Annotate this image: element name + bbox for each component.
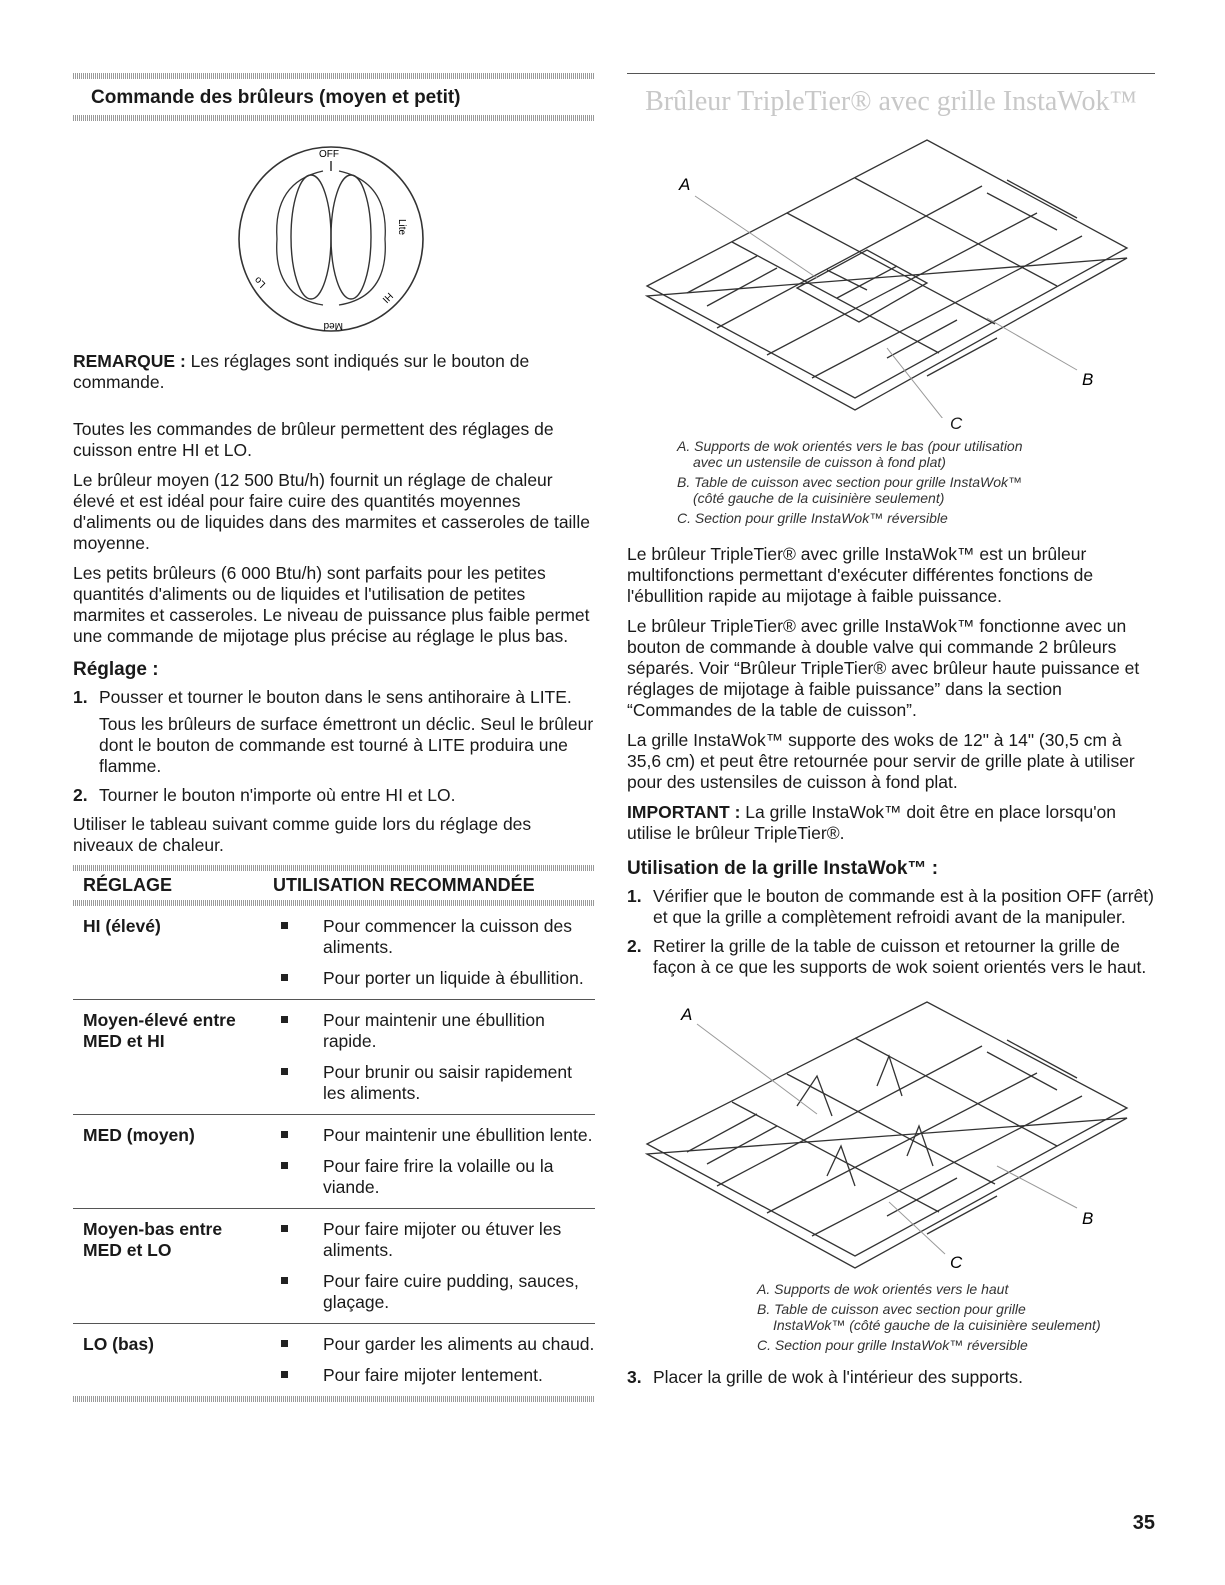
fig2-captions [627, 1281, 1155, 1353]
table-header-row [73, 871, 595, 900]
instawok-step-3-list [627, 1367, 1155, 1388]
setting-step-1-detail: Tous les brûleurs de surface émettront un déclic. Seul le brûleur dont le bouton de commande est tourné à LITE produira une flamme. [99, 714, 594, 776]
note-label: REMARQUE : [73, 351, 186, 371]
table-row [73, 906, 595, 1000]
use-item: Pour maintenir une ébullition lente. [273, 1125, 595, 1146]
use-item: Pour faire cuire pudding, sauces, glaçage. [273, 1271, 595, 1313]
left-para-3: Les petits brûleurs (6 000 Btu/h) sont parfaits pour les petites quantités d'aliments ou de liquides et l'utilisation de petites marmites et casseroles. Le niveau de puissance plus faible permet une commande de mijotage plus précise au réglage le plus bas. [73, 563, 590, 646]
use-item: Pour faire frire la volaille ou la viande. [273, 1156, 595, 1198]
header-usage: UTILISATION RECOMMANDÉE [273, 875, 535, 895]
level-cell: Moyen-bas entre MED et LO [83, 1219, 223, 1260]
instawok-step-1: 1. Vérifier que le bouton de commande est à la position OFF (arrêt) et que la grille a complètement refroidi avant de la manipuler. [627, 886, 1154, 927]
use-item: Pour brunir ou saisir rapidement les aliments. [273, 1062, 595, 1104]
important-paragraph: IMPORTANT : La grille InstaWok™ doit être en place lorsqu'on utilise le brûleur TripleTier®. [627, 802, 1117, 843]
burner-control-title: Commande des brûleurs (moyen et petit) [91, 87, 461, 108]
fig2-label-b: B [1082, 1209, 1094, 1228]
important-label: IMPORTANT : [627, 802, 741, 822]
table-bottom-hatch [73, 1396, 595, 1402]
use-item: Pour garder les aliments au chaud. [273, 1334, 595, 1355]
right-para-2: Le brûleur TripleTier® avec grille InstaWok™ fonctionne avec un bouton de commande à double valve qui commande 2 brûleurs séparés. Voir “Brûleur TripleTier® avec brûleur haute puissance et réglages de mijotage à faible puissance” dans la section “Commandes de la table de cuisson”. [627, 616, 1140, 720]
left-para-1: Toutes les commandes de brûleur permettent des réglages de cuisson entre HI et LO. [73, 419, 554, 460]
use-item: Pour faire mijoter ou étuver les aliments. [273, 1219, 595, 1261]
fig1-captions [627, 438, 1155, 526]
left-column [73, 0, 595, 1402]
knob-label-med: Med [323, 320, 343, 331]
table-row [73, 1115, 595, 1209]
note-paragraph [73, 351, 595, 393]
right-para-1: Le brûleur TripleTier® avec grille InstaWok™ est un brûleur multifonctions permettant d'exécuter différentes fonctions de l'ébullition rapide au mijotage à faible puissance. [627, 544, 1094, 606]
table-intro: Utiliser le tableau suivant comme guide lors du réglage des niveaux de chaleur. [73, 814, 532, 855]
right-column [627, 0, 1155, 1396]
knob-label-off: OFF [319, 149, 339, 160]
use-item: Pour porter un liquide à ébullition. [273, 968, 595, 989]
fig2-label-a: A [681, 1005, 693, 1024]
knob-label-hi: HI [379, 289, 395, 305]
right-top-rule [627, 73, 1155, 74]
wok-grate-up-illustration [627, 986, 1155, 1271]
setting-step-1: 1. Pousser et tourner le bouton dans le sens antihoraire à LITE. Tous les brûleurs de surface émettront un déclic. Seul le brûleur dont le bouton de commande est tourné à LITE produira une flamme. [73, 687, 594, 776]
tripletier-title: Brûleur TripleTier® avec grille InstaWok™ [645, 86, 1137, 117]
table-row [73, 1209, 595, 1324]
fig1-label-c: C [950, 414, 963, 433]
note-text: Les réglages sont indiqués sur le bouton de commande. [73, 351, 530, 392]
left-para-2: Le brûleur moyen (12 500 Btu/h) fournit un réglage de chaleur élevé et est idéal pour faire cuire des quantités moyennes d'aliments ou de liquides dans des marmites et casseroles de taille moyenne. [73, 470, 590, 553]
wok-grate-down-illustration [627, 118, 1155, 418]
table-row [73, 1000, 595, 1115]
page-number: 35 [1132, 1512, 1155, 1534]
level-cell: LO (bas) [83, 1334, 154, 1354]
title-hatch-rule [73, 115, 595, 121]
instawok-use-heading: Utilisation de la grille InstaWok™ : [627, 858, 939, 879]
instawok-step-3: 3. Placer la grille de wok à l'intérieur des supports. [627, 1367, 1024, 1387]
fig2-label-c: C [950, 1253, 963, 1271]
instawok-steps [627, 886, 1155, 978]
fig1-caption-b: B. Table de cuisson avec section pour grille InstaWok™ (côté gauche de la cuisinière seulement) [677, 474, 1022, 506]
use-item: Pour commencer la cuisson des aliments. [273, 916, 595, 958]
fig1-caption-a: A. Supports de wok orientés vers le bas (pour utilisation avec un ustensile de cuisson à fond plat) [677, 438, 1023, 470]
fig2-caption-b: B. Table de cuisson avec section pour grille InstaWok™ (côté gauche de la cuisinière seulement) [757, 1301, 1101, 1333]
fig1-label-b: B [1082, 370, 1094, 389]
table-row [73, 1324, 595, 1397]
fig2-caption-a: A. Supports de wok orientés vers le haut [757, 1281, 1009, 1297]
header-setting: RÉGLAGE [83, 875, 173, 895]
setting-steps [73, 687, 595, 806]
setting-step-2: 2. Tourner le bouton n'importe où entre HI et LO. [73, 785, 456, 805]
knob-label-lo: Lo [252, 274, 269, 290]
use-item: Pour faire mijoter lentement. [273, 1365, 595, 1386]
setting-heading: Réglage : [73, 659, 159, 680]
level-cell: Moyen-élevé entre MED et HI [83, 1010, 236, 1051]
level-cell: MED (moyen) [83, 1125, 195, 1145]
level-cell: HI (élevé) [83, 916, 161, 936]
knob-label-lite: Lite [396, 219, 407, 236]
fig1-caption-c: C. Section pour grille InstaWok™ réversible [677, 510, 948, 526]
use-item: Pour maintenir une ébullition rapide. [273, 1010, 595, 1052]
fig1-label-a: A [679, 175, 691, 194]
right-para-3: La grille InstaWok™ supporte des woks de 12" à 14" (30,5 cm à 35,6 cm) et peut être retournée pour servir de grille plate à utiliser pour des ustensiles de cuisson à fond plat. [627, 730, 1135, 792]
control-knob-illustration [73, 127, 595, 337]
heat-settings-table [73, 871, 595, 1396]
instawok-step-2: 2. Retirer la grille de la table de cuisson et retourner la grille de façon à ce que les supports de wok soient orientés vers le haut. [627, 936, 1147, 977]
fig2-caption-c: C. Section pour grille InstaWok™ réversible [757, 1337, 1028, 1353]
